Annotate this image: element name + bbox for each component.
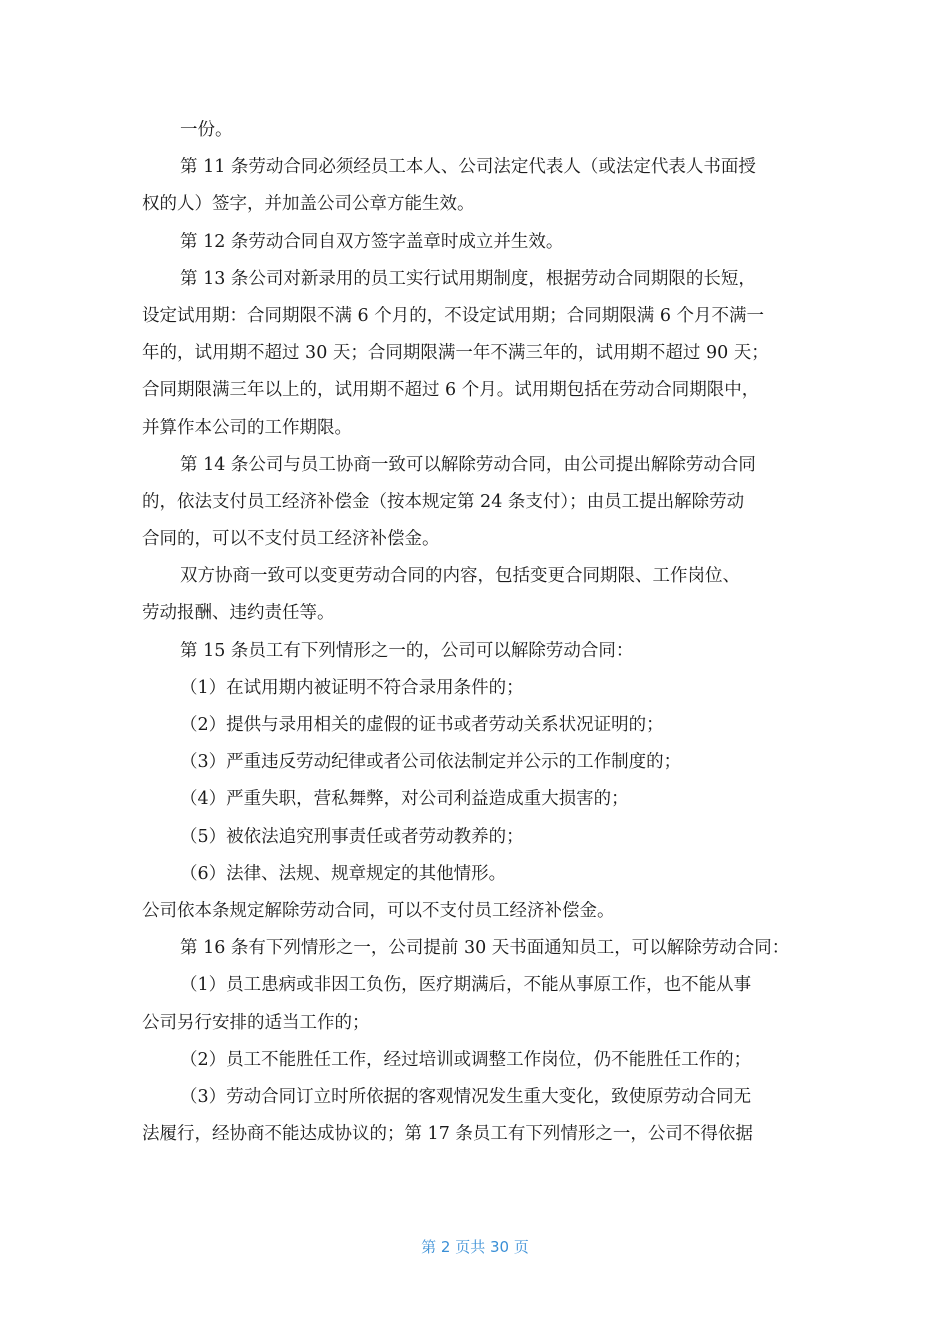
text-line: 合同的，可以不支付员工经济补偿金。 <box>142 529 440 550</box>
text-line: 第 15 条员工有下列情形之一的，公司可以解除劳动合同： <box>180 640 634 661</box>
text-line: 权的人）签字，并加盖公司公章方能生效。 <box>142 194 475 215</box>
text-line: 设定试用期：合同期限不满 6 个月的，不设定试用期；合同期限满 6 个月不满一 <box>142 305 765 326</box>
text-line: 一份。 <box>180 120 233 140</box>
text-line: 年的，试用期不超过 30 天；合同期限满一年不满三年的，试用期不超过 90 天； <box>142 343 769 364</box>
text-line: （2）员工不能胜任工作，经过培训或调整工作岗位，仍不能胜任工作的； <box>180 1049 752 1070</box>
text-line: （3）严重违反劳动纪律或者公司依法制定并公示的工作制度的； <box>180 752 682 773</box>
text-line: （1）员工患病或非因工负伤，医疗期满后，不能从事原工作，也不能从事 <box>180 975 752 996</box>
document-body <box>142 112 810 1153</box>
text-line: （1）在试用期内被证明不符合录用条件的； <box>180 677 524 698</box>
text-line: 法履行，经协商不能达成协议的；第 17 条员工有下列情形之一，公司不得依据 <box>142 1124 753 1145</box>
text-line: （6）法律、法规、规章规定的其他情形。 <box>180 863 507 884</box>
text-line: 第 12 条劳动合同自双方签字盖章时成立并生效。 <box>180 231 564 252</box>
text-line: 第 16 条有下列情形之一，公司提前 30 天书面通知员工，可以解除劳动合同： <box>180 938 790 959</box>
text-line: （2）提供与录用相关的虚假的证书或者劳动关系状况证明的； <box>180 715 664 735</box>
text-line: （4）严重失职，营私舞弊，对公司利益造成重大损害的； <box>180 789 629 810</box>
text-line: 第 11 条劳动合同必须经员工本人、公司法定代表人（或法定代表人书面授 <box>180 157 756 178</box>
text-line: 公司依本条规定解除劳动合同，可以不支付员工经济补偿金。 <box>142 900 615 921</box>
page-number-footer: 第 2 页共 30 页 <box>421 1238 529 1256</box>
text-line: 公司另行安排的适当工作的； <box>142 1012 370 1033</box>
text-line: 第 13 条公司对新录用的员工实行试用期制度，根据劳动合同期限的长短， <box>180 268 756 289</box>
text-line: 并算作本公司的工作期限。 <box>142 417 352 438</box>
text-line: 劳动报酬、违约责任等。 <box>142 603 335 624</box>
text-line: 的，依法支付员工经济补偿金（按本规定第 24 条支付）；由员工提出解除劳动 <box>142 491 745 512</box>
text-line: （3）劳动合同订立时所依据的客观情况发生重大变化，致使原劳动合同无 <box>180 1086 752 1107</box>
text-line: （5）被依法追究刑事责任或者劳动教养的； <box>180 826 524 847</box>
text-line: 第 14 条公司与员工协商一致可以解除劳动合同，由公司提出解除劳动合同 <box>180 454 756 475</box>
text-line: 合同期限满三年以上的，试用期不超过 6 个月。试用期包括在劳动合同期限中， <box>142 380 760 401</box>
text-line: 双方协商一致可以变更劳动合同的内容，包括变更合同期限、工作岗位、 <box>180 566 740 587</box>
